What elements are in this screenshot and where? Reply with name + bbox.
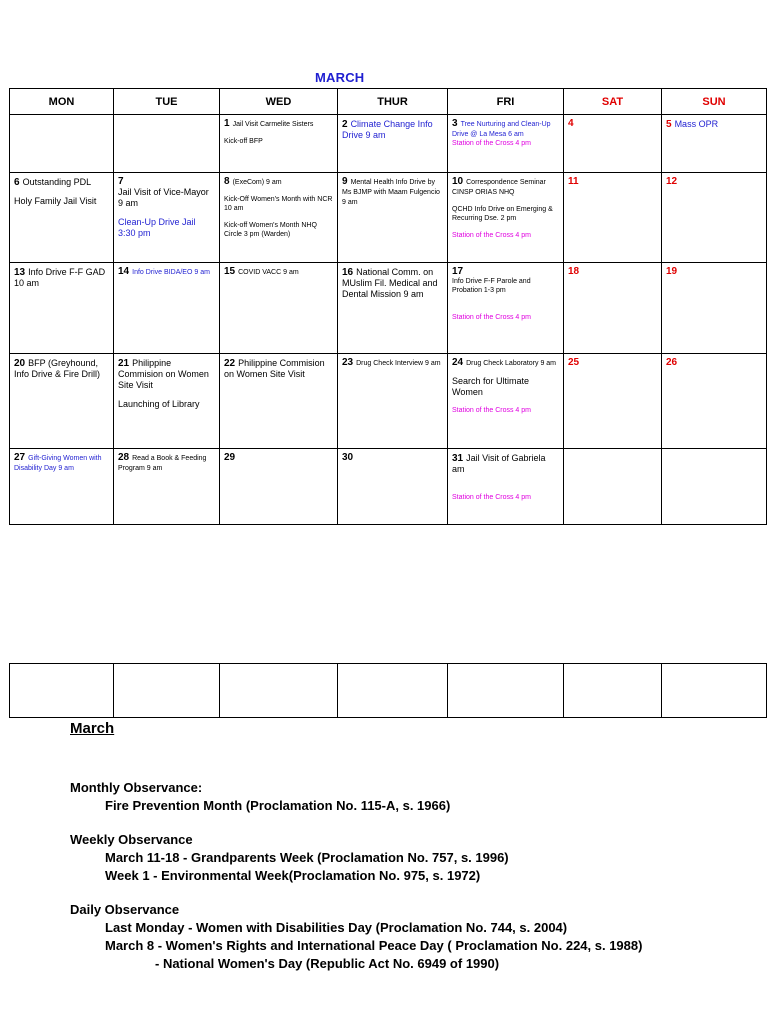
calendar-day-cell (10, 115, 114, 173)
day-number: 7 (118, 176, 124, 187)
calendar-day-cell (114, 354, 220, 449)
calendar-event: Mental Health Info Drive by Ms BJMP with Maam Fulgencio 9 am (342, 179, 440, 206)
day-number: 24 (452, 357, 464, 368)
observance-heading: Daily Observance (70, 902, 180, 917)
calendar-event: BFP (Greyhound, Info Drive & Fire Drill) (14, 358, 101, 379)
day-header-fri: FRI (448, 89, 564, 115)
day-number: 2 (342, 119, 348, 130)
calendar-week-row (10, 173, 767, 263)
day-number: 25 (568, 357, 580, 368)
calendar-event: Search for Ultimate Women (452, 376, 530, 397)
day-number: 21 (118, 358, 130, 369)
day-number: 17 (452, 266, 464, 277)
day-number: 13 (14, 267, 26, 278)
calendar-event: Tree Nurturing and Clean-Up Drive @ La Mesa 6 am (452, 121, 551, 138)
empty-cell (114, 664, 220, 718)
calendar-header-row (10, 89, 767, 115)
calendar-day-cell (662, 354, 767, 449)
day-number: 20 (14, 358, 26, 369)
calendar-event: Philippine Commision on Women Site Visit (118, 358, 209, 390)
calendar-event: Correspondence Seminar CINSP ORIAS NHQ (452, 179, 546, 196)
calendar-event: Drug Check Interview 9 am (356, 360, 441, 367)
calendar-event: COVID VACC 9 am (238, 269, 299, 276)
day-number: 6 (14, 177, 20, 188)
calendar-day-cell (114, 173, 220, 263)
calendar-day-cell (220, 115, 338, 173)
calendar-event: Station of the Cross 4 pm (452, 232, 531, 239)
calendar-day-cell (448, 449, 564, 525)
day-number: 14 (118, 266, 130, 277)
calendar-day-cell (220, 263, 338, 354)
calendar-day-cell (564, 115, 662, 173)
calendar-day-cell (564, 263, 662, 354)
calendar-day-cell (338, 173, 448, 263)
calendar-event: National Comm. on MUslim Fil. Medical and Dental Mission 9 am (342, 267, 438, 299)
day-number: 18 (568, 266, 580, 277)
day-number: 28 (118, 452, 130, 463)
calendar-day-cell (564, 173, 662, 263)
calendar-event: Info Drive F-F Parole and Probation 1-3 pm (452, 278, 531, 294)
calendar-week-row (10, 263, 767, 354)
calendar-day-cell (662, 173, 767, 263)
calendar-week-row (10, 115, 767, 173)
calendar-day-cell (448, 173, 564, 263)
day-number: 8 (224, 176, 230, 187)
calendar-event: Philippine Commision on Women Site Visit (224, 358, 325, 379)
calendar-event: Kick-off BFP (224, 138, 263, 145)
calendar-day-cell (220, 173, 338, 263)
day-number: 23 (342, 357, 354, 368)
day-number: 4 (568, 118, 574, 129)
day-header-sat: SAT (564, 89, 662, 115)
calendar-day-cell (220, 354, 338, 449)
day-number: 30 (342, 452, 354, 463)
observance-item: March 11-18 - Grandparents Week (Proclamation No. 757, s. 1996) (105, 850, 509, 865)
day-number: 9 (342, 176, 348, 187)
calendar-month-title: MARCH (315, 70, 365, 85)
calendar-day-cell (662, 449, 767, 525)
observance-item: Last Monday - Women with Disabilities Day (Proclamation No. 744, s. 2004) (105, 920, 568, 935)
calendar-day-cell (338, 449, 448, 525)
calendar-day-cell (564, 449, 662, 525)
empty-cell (448, 664, 564, 718)
calendar-week-row (10, 449, 767, 525)
day-number: 1 (224, 118, 230, 129)
calendar-week-row (10, 354, 767, 449)
observance-item: March 8 - Women's Rights and International Peace Day ( Proclamation No. 224, s. 1988) (105, 938, 643, 953)
day-number: 11 (568, 176, 579, 187)
day-header-tue: TUE (114, 89, 220, 115)
empty-cell (220, 664, 338, 718)
calendar-event: QCHD Info Drive on Emerging & Recurring Dse. 2 pm (452, 206, 553, 222)
calendar-event: Drug Check Laboratory 9 am (466, 360, 557, 367)
calendar-event: Info Drive F-F GAD 10 am (14, 267, 106, 288)
calendar-day-cell (448, 115, 564, 173)
calendar-day-cell (662, 263, 767, 354)
calendar-event: Kick-off Women's Month NHQ Circle 3 pm (Warden) (224, 222, 317, 238)
calendar-event: Clean-Up Drive Jail 3:30 pm (118, 217, 196, 238)
calendar-event: Jail Visit Carmelite Sisters (232, 121, 314, 128)
calendar-event: Climate Change Info Drive 9 am (342, 119, 433, 140)
calendar-day-cell (10, 354, 114, 449)
day-header-sun: SUN (662, 89, 767, 115)
day-number: 5 (666, 119, 672, 130)
day-header-wed: WED (220, 89, 338, 115)
calendar-day-cell (114, 263, 220, 354)
observance-heading: Monthly Observance: (70, 780, 203, 795)
day-number: 15 (224, 266, 236, 277)
observance-heading: Weekly Observance (70, 832, 193, 847)
calendar-event: Launching of Library (118, 399, 200, 409)
calendar-day-cell (338, 263, 448, 354)
empty-cell (338, 664, 448, 718)
calendar-day-cell (448, 354, 564, 449)
day-number: 16 (342, 267, 354, 278)
empty-calendar-row (9, 663, 767, 718)
calendar-day-cell (338, 354, 448, 449)
calendar-event: Mass OPR (674, 119, 719, 129)
calendar-body (10, 115, 767, 525)
observances-list (70, 737, 642, 973)
calendar-event: Station of the Cross 4 pm (452, 494, 531, 501)
observance-item: Week 1 - Environmental Week(Proclamation No. 975, s. 1972) (105, 868, 481, 883)
calendar-day-cell (10, 263, 114, 354)
calendar-day-cell (10, 449, 114, 525)
observances-section (70, 718, 642, 973)
day-number: 10 (452, 176, 464, 187)
observance-item: - National Women's Day (Republic Act No. 6949 of 1990) (155, 956, 500, 971)
day-number: 22 (224, 358, 236, 369)
day-number: 12 (666, 176, 678, 187)
calendar-event: Station of the Cross 4 pm (452, 407, 531, 414)
calendar-day-cell (448, 263, 564, 354)
calendar-event: Station of the Cross 4 pm (452, 314, 531, 321)
calendar-event: Kick-Off Women's Month with NCR 10 am (224, 196, 333, 212)
day-number: 29 (224, 452, 236, 463)
empty-cell (662, 664, 767, 718)
observance-item: Fire Prevention Month (Proclamation No. 115-A, s. 1966) (105, 798, 451, 813)
calendar-event: Info Drive BIDA/EO 9 am (132, 269, 210, 276)
empty-cell (564, 664, 662, 718)
day-header-thur: THUR (338, 89, 448, 115)
day-header-mon: MON (10, 89, 114, 115)
calendar-day-cell (114, 115, 220, 173)
day-number: 19 (666, 266, 678, 277)
calendar-event: Station of the Cross 4 pm (452, 140, 531, 147)
calendar-event: Gift-Giving Women with Disability Day 9 am (14, 455, 102, 472)
calendar-day-cell (220, 449, 338, 525)
day-number: 27 (14, 452, 26, 463)
calendar-event: Jail Visit of Gabriela am (452, 453, 546, 474)
day-number: 26 (666, 357, 678, 368)
calendar-day-cell (564, 354, 662, 449)
calendar-day-cell (10, 173, 114, 263)
calendar-table (9, 88, 767, 525)
observances-title: March (70, 720, 115, 737)
day-number: 31 (452, 453, 464, 464)
empty-cell (10, 664, 114, 718)
calendar-event: Read a Book & Feeding Program 9 am (118, 455, 207, 472)
day-number: 3 (452, 118, 458, 129)
calendar-day-cell (662, 115, 767, 173)
calendar-event: (ExeCom) 9 am (232, 179, 282, 186)
calendar-day-cell (338, 115, 448, 173)
calendar-event: Jail Visit of Vice-Mayor 9 am (118, 187, 209, 208)
calendar-day-cell (114, 449, 220, 525)
calendar-event: Outstanding PDL (22, 177, 92, 187)
calendar-event: Holy Family Jail Visit (14, 196, 97, 206)
